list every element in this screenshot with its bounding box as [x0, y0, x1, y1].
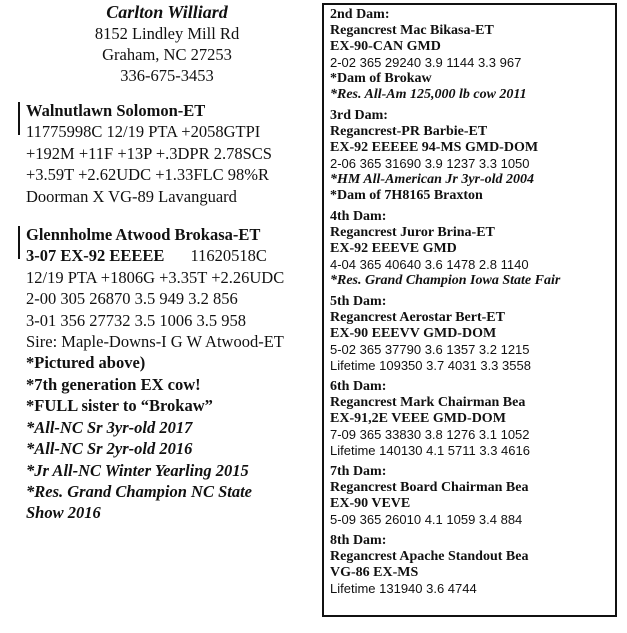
- sire-line: +192M +11F +13P +.3DPR 2.78SCS: [26, 143, 272, 163]
- dam-note: *Pictured above): [26, 353, 146, 373]
- ancestor-name: Regancrest-PR Barbie-ET: [330, 124, 488, 139]
- ancestor-note: *Res. Grand Champion Iowa State Fair: [330, 273, 561, 288]
- production-record: 2-02 365 29240 3.9 1144 3.3 967: [330, 55, 522, 70]
- sire-name: Walnutlawn Solomon-ET: [26, 101, 206, 120]
- production-record: 2-06 365 31690 3.9 1237 3.3 1050: [330, 156, 530, 171]
- dam-line: 3-01 356 27732 3.5 1006 3.5 958: [26, 310, 246, 330]
- ancestor-note: *HM All-American Jr 3yr-old 2004: [330, 172, 535, 187]
- dam-note: *FULL sister to “Brokaw”: [26, 396, 213, 416]
- dam-block: [330, 108, 609, 204]
- dam-block: [330, 379, 609, 459]
- dam-generation-title: 7th Dam:: [330, 464, 387, 479]
- dam-note: *7th generation EX cow!: [26, 374, 201, 394]
- production-record: 4-04 365 40640 3.6 1478 2.8 1140: [330, 257, 529, 272]
- dam-sire-line: Sire: Maple-Downs-I G W Atwood-ET: [26, 332, 284, 352]
- dam-line: 12/19 PTA +1806G +3.35T +2.26UDC: [26, 267, 285, 287]
- dam-award: *Res. Grand Champion NC State: [26, 481, 253, 501]
- production-record: Lifetime 140130 4.1 5711 3.3 4616: [330, 443, 530, 458]
- ancestor-classification: EX-92 EEEEE 94-MS GMD-DOM: [330, 140, 539, 155]
- production-record: 5-09 365 26010 4.1 1059 3.4 884: [330, 512, 523, 527]
- breeder-name: Carlton Williard: [106, 2, 228, 22]
- dam-line: 2-00 305 26870 3.5 949 3.2 856: [26, 289, 238, 309]
- dam-registration: 11620518C: [190, 246, 267, 266]
- dam-generation-title: 8th Dam:: [330, 533, 387, 548]
- sire-line: +3.59T +2.62UDC +1.33FLC 98%R: [26, 165, 270, 185]
- ancestor-classification: EX-90-CAN GMD: [330, 39, 441, 54]
- sire-line: 11775998C 12/19 PTA +2058GTPI: [26, 122, 261, 142]
- dam-award: *All-NC Sr 3yr-old 2017: [26, 417, 193, 437]
- dam-award: Show 2016: [26, 503, 101, 523]
- dam-generation-title: 3rd Dam:: [330, 108, 388, 123]
- ancestor-classification: EX-91,2E VEEE GMD-DOM: [330, 411, 506, 426]
- contact-block: [18, 2, 316, 86]
- ancestor-classification: EX-90 EEEVV GMD-DOM: [330, 326, 497, 341]
- dam-generation-title: 5th Dam:: [330, 294, 387, 309]
- dam-generation-title: 2nd Dam:: [330, 7, 390, 22]
- dam-block: [330, 209, 609, 289]
- production-record: 5-02 365 37790 3.6 1357 3.2 1215: [330, 342, 530, 357]
- production-record: Lifetime 109350 3.7 4031 3.3 3558: [330, 358, 531, 373]
- breeder-street: 8152 Lindley Mill Rd: [94, 24, 240, 43]
- dam-block: [330, 533, 609, 597]
- ancestor-classification: EX-90 VEVE: [330, 496, 411, 511]
- ancestor-note: *Res. All-Am 125,000 lb cow 2011: [330, 87, 527, 102]
- ancestor-name: Regancrest Juror Brina-ET: [330, 225, 495, 240]
- breeder-city: Graham, NC 27253: [102, 45, 232, 64]
- dam-block: [330, 7, 609, 103]
- dam-block: [330, 294, 609, 374]
- ancestor-name: Regancrest Apache Standout Bea: [330, 549, 529, 564]
- dam-generation-title: 4th Dam:: [330, 209, 387, 224]
- ancestor-classification: VG-86 EX-MS: [330, 565, 419, 580]
- ancestor-name: Regancrest Mac Bikasa-ET: [330, 23, 494, 38]
- ancestor-note: *Dam of Brokaw: [330, 71, 432, 86]
- production-record: Lifetime 131940 3.6 4744: [330, 581, 477, 596]
- left-column: [18, 2, 316, 524]
- dam-award: *All-NC Sr 2yr-old 2016: [26, 439, 193, 459]
- ancestor-name: Regancrest Aerostar Bert-ET: [330, 310, 505, 325]
- ancestor-name: Regancrest Mark Chairman Bea: [330, 395, 526, 410]
- ancestor-classification: EX-92 EEEVE GMD: [330, 241, 457, 256]
- dam-name: Glennholme Atwood Brokasa-ET: [26, 225, 261, 245]
- dam-block: [330, 464, 609, 528]
- pedigree-box: [322, 3, 617, 617]
- breeder-phone: 336-675-3453: [120, 66, 214, 85]
- ancestor-name: Regancrest Board Chairman Bea: [330, 480, 529, 495]
- dam-class-line: [26, 245, 316, 266]
- sire-section: [18, 100, 316, 207]
- dam-generation-title: 6th Dam:: [330, 379, 387, 394]
- sire-line: Doorman X VG-89 Lavanguard: [26, 186, 237, 206]
- ancestor-note: *Dam of 7H8165 Braxton: [330, 188, 483, 203]
- production-record: 7-09 365 33830 3.8 1276 3.1 1052: [330, 427, 530, 442]
- dam-section: [18, 224, 316, 524]
- dam-award: *Jr All-NC Winter Yearling 2015: [26, 460, 249, 480]
- dam-classification: 3-07 EX-92 EEEEE: [26, 246, 165, 266]
